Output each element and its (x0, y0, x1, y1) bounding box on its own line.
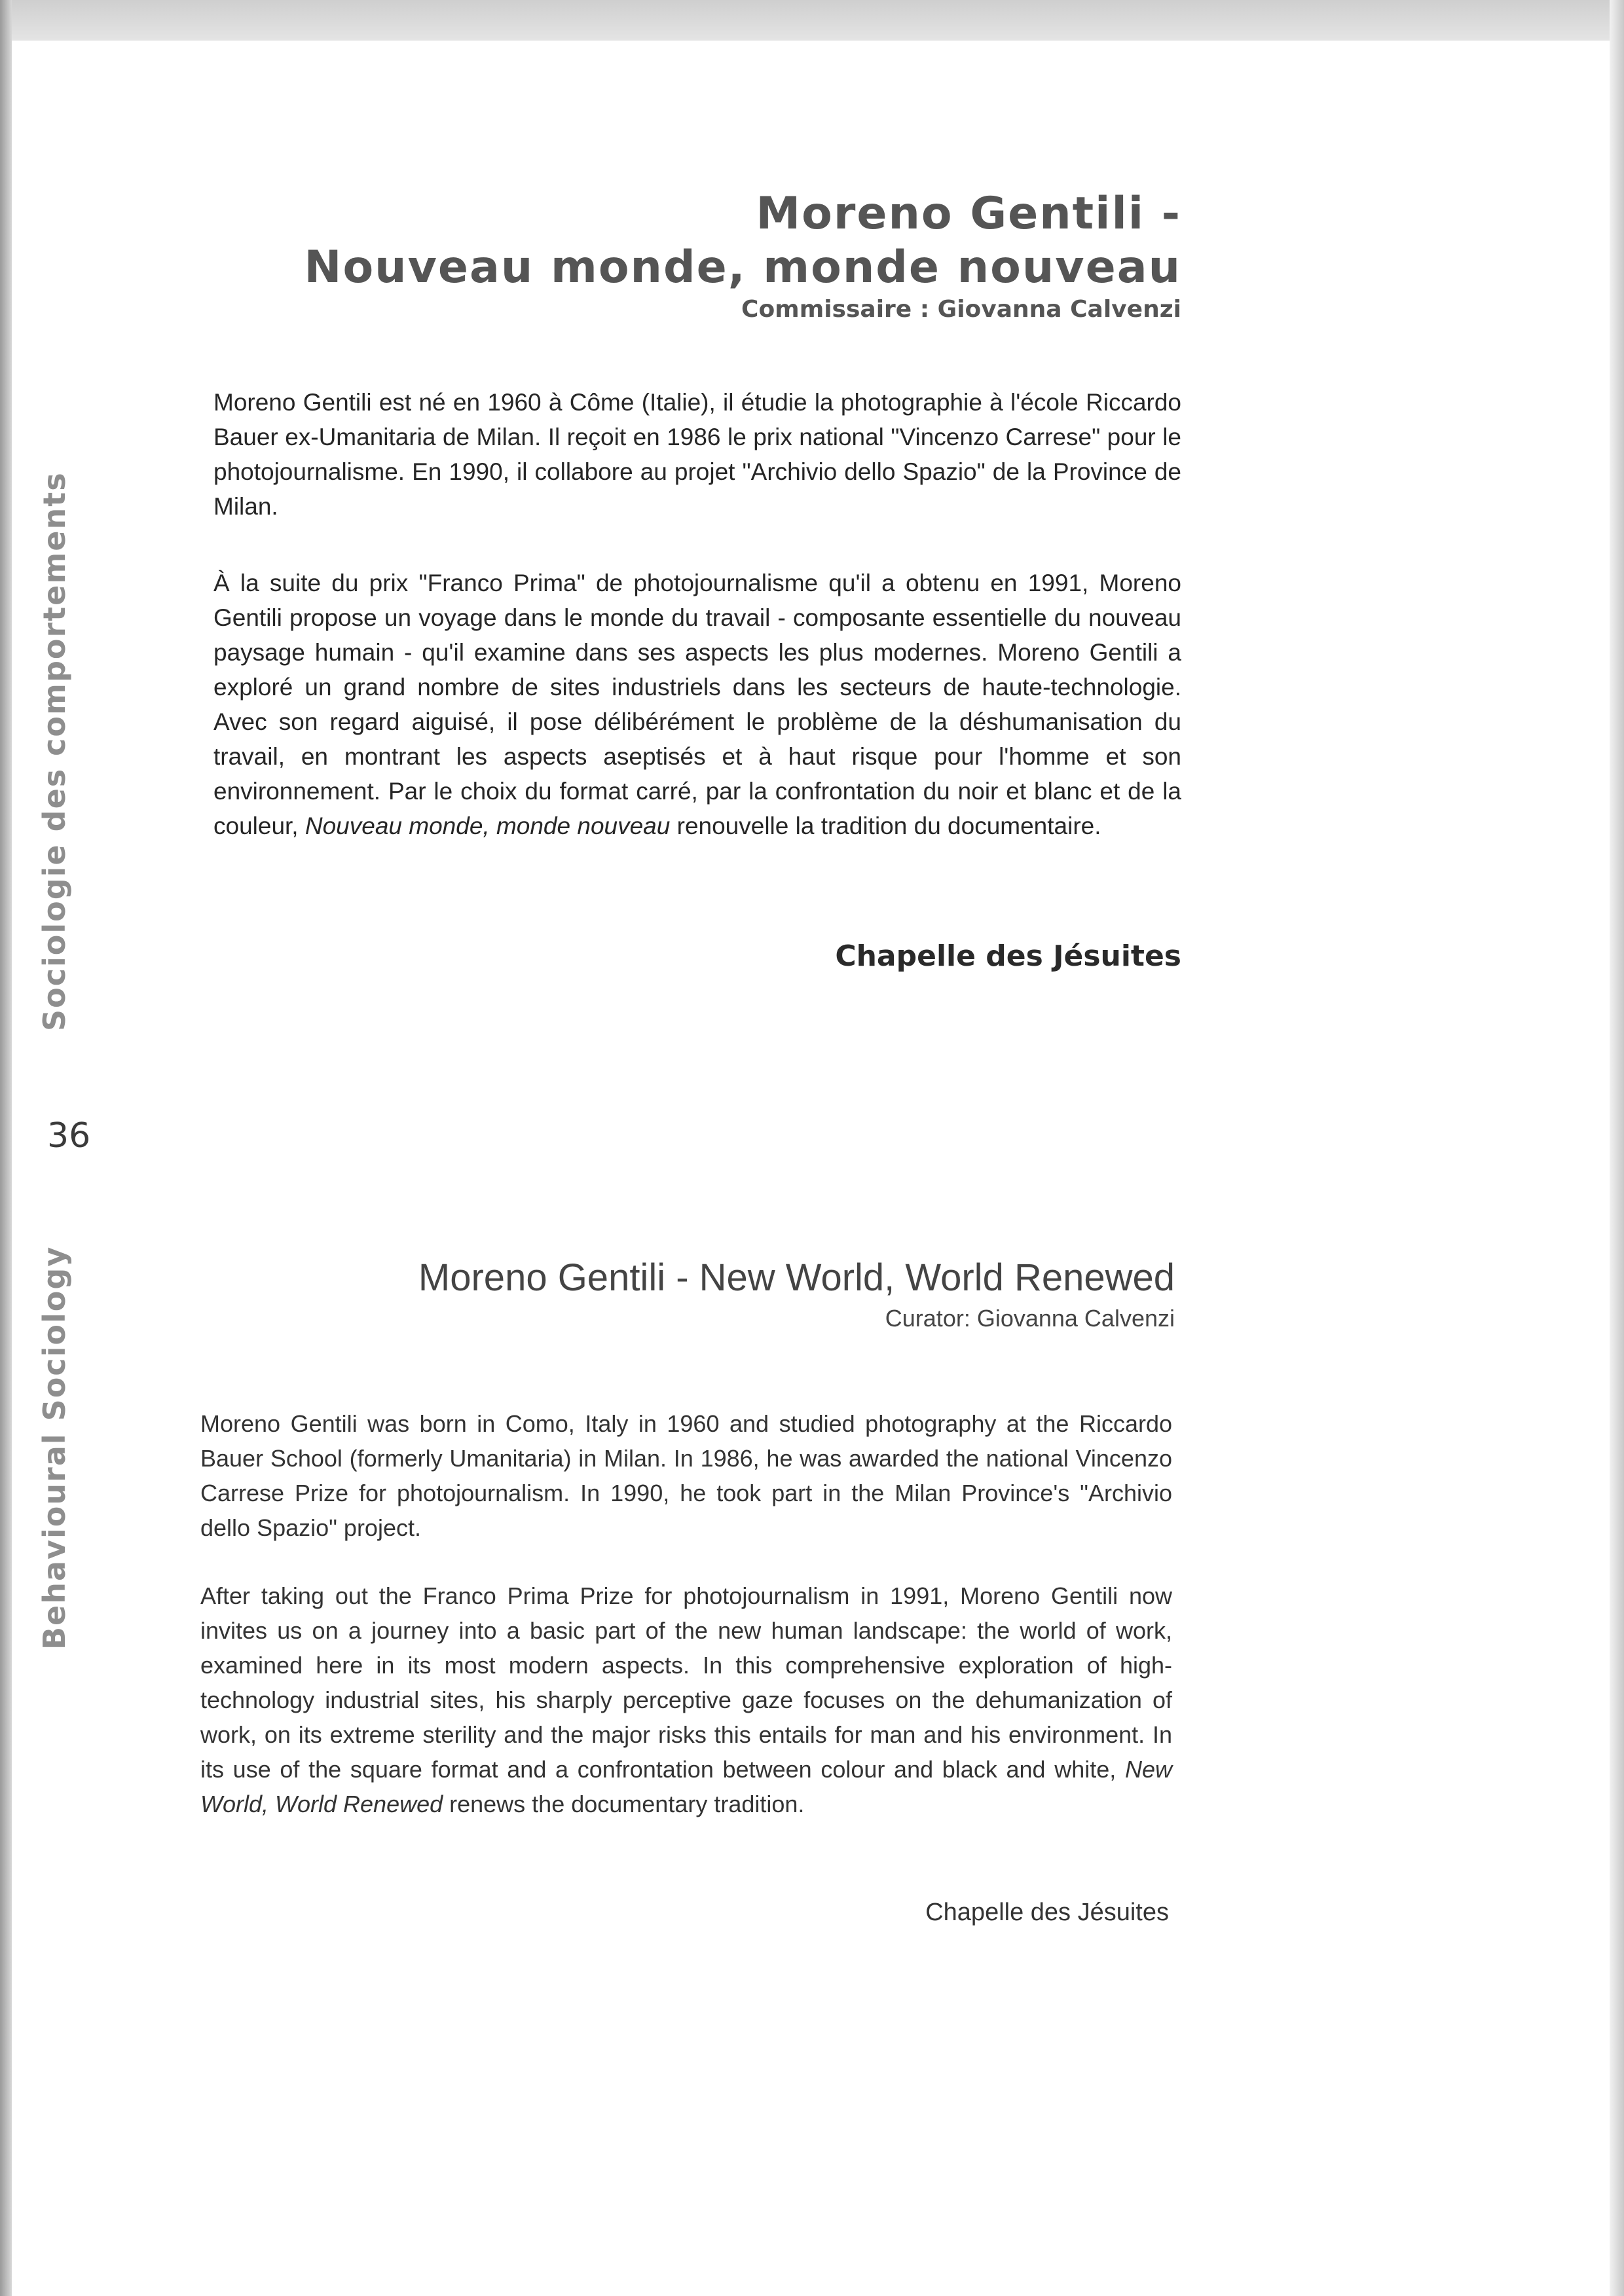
scan-left-edge (0, 0, 12, 2296)
french-paragraph-1: Moreno Gentili est né en 1960 à Côme (Italie), il étudie la photographie à l'école Riccardo Bauer ex-Umanitaria de Milan. Il reçoit en 1986 le prix national "Vincenzo Carrese" pour le photojournalisme. En 1990, il collabore au projet "Archivio dello Spazio" de la Province de Milan. (213, 389, 1181, 520)
english-paragraph-2-text: After taking out the Franco Prima Prize for photojournalism in 1991, Moreno Gentili now invites us on a journey into a basic part of the new human landscape: the world of work, examined here in its most modern aspects. In this comprehensive exploration of high-technology industrial sites, his sharply perceptive gaze focuses on the dehumanization of work, on its extreme sterility and the major risks this entails for man and his environment. In its use of the square format and a confrontation between colour and black and white, (200, 1582, 1172, 1783)
english-work-title: New World, World Renewed (200, 1756, 1172, 1817)
french-title-line-1: Moreno Gentili - (756, 188, 1181, 240)
french-title (304, 187, 1181, 295)
page-number: 36 (47, 1116, 91, 1156)
french-work-title: Nouveau monde, monde nouveau (304, 812, 671, 839)
english-paragraph-2-end: renews the documentary tradition. (443, 1791, 805, 1817)
section-label-fr: Sociologie des comportements (37, 471, 72, 1031)
french-venue: Chapelle des Jésuites (835, 939, 1181, 973)
french-paragraph-2-end: renouvelle la tradition du documentaire. (670, 812, 1101, 839)
french-title-line-2: Nouveau monde, monde nouveau (304, 242, 1181, 293)
french-paragraph-2 (213, 566, 1181, 843)
english-title: Moreno Gentili - New World, World Renewed (418, 1256, 1175, 1299)
english-paragraph-1: Moreno Gentili was born in Como, Italy in 1960 and studied photography at the Riccardo Bauer School (formerly Umanitaria) in Milan. In 1986, he was awarded the national Vincenzo Carrese Prize for photojournalism. In 1990, he took part in the Milan Province's "Archivio dello Spazio" project. (200, 1410, 1172, 1541)
scan-right-edge (1610, 0, 1624, 2296)
french-paragraph-2-text: À la suite du prix "Franco Prima" de photojournalisme qu'il a obtenu en 1991, Moreno Gentili propose un voyage dans le monde du travail - composante essentielle du nouveau paysage humain - qu'il examine dans ses aspects les plus modernes. Moreno Gentili a exploré un grand nombre de sites industriels dans les secteurs de haute-technologie. Avec son regard aiguisé, il pose délibérément le problème de la déshumanisation du travail, en montrant les aspects aseptisés et à haut risque pour l'homme et son environnement. Par le choix du format carré, par la confrontation du noir et blanc et de la couleur, (213, 570, 1181, 839)
section-label-en: Behavioural Sociology (37, 1245, 72, 1650)
scan-top-edge (0, 0, 1624, 41)
french-curator: Commissaire : Giovanna Calvenzi (741, 296, 1181, 323)
english-paragraph-2 (200, 1578, 1172, 1821)
english-curator: Curator: Giovanna Calvenzi (885, 1305, 1175, 1332)
english-venue: Chapelle des Jésuites (925, 1899, 1169, 1926)
